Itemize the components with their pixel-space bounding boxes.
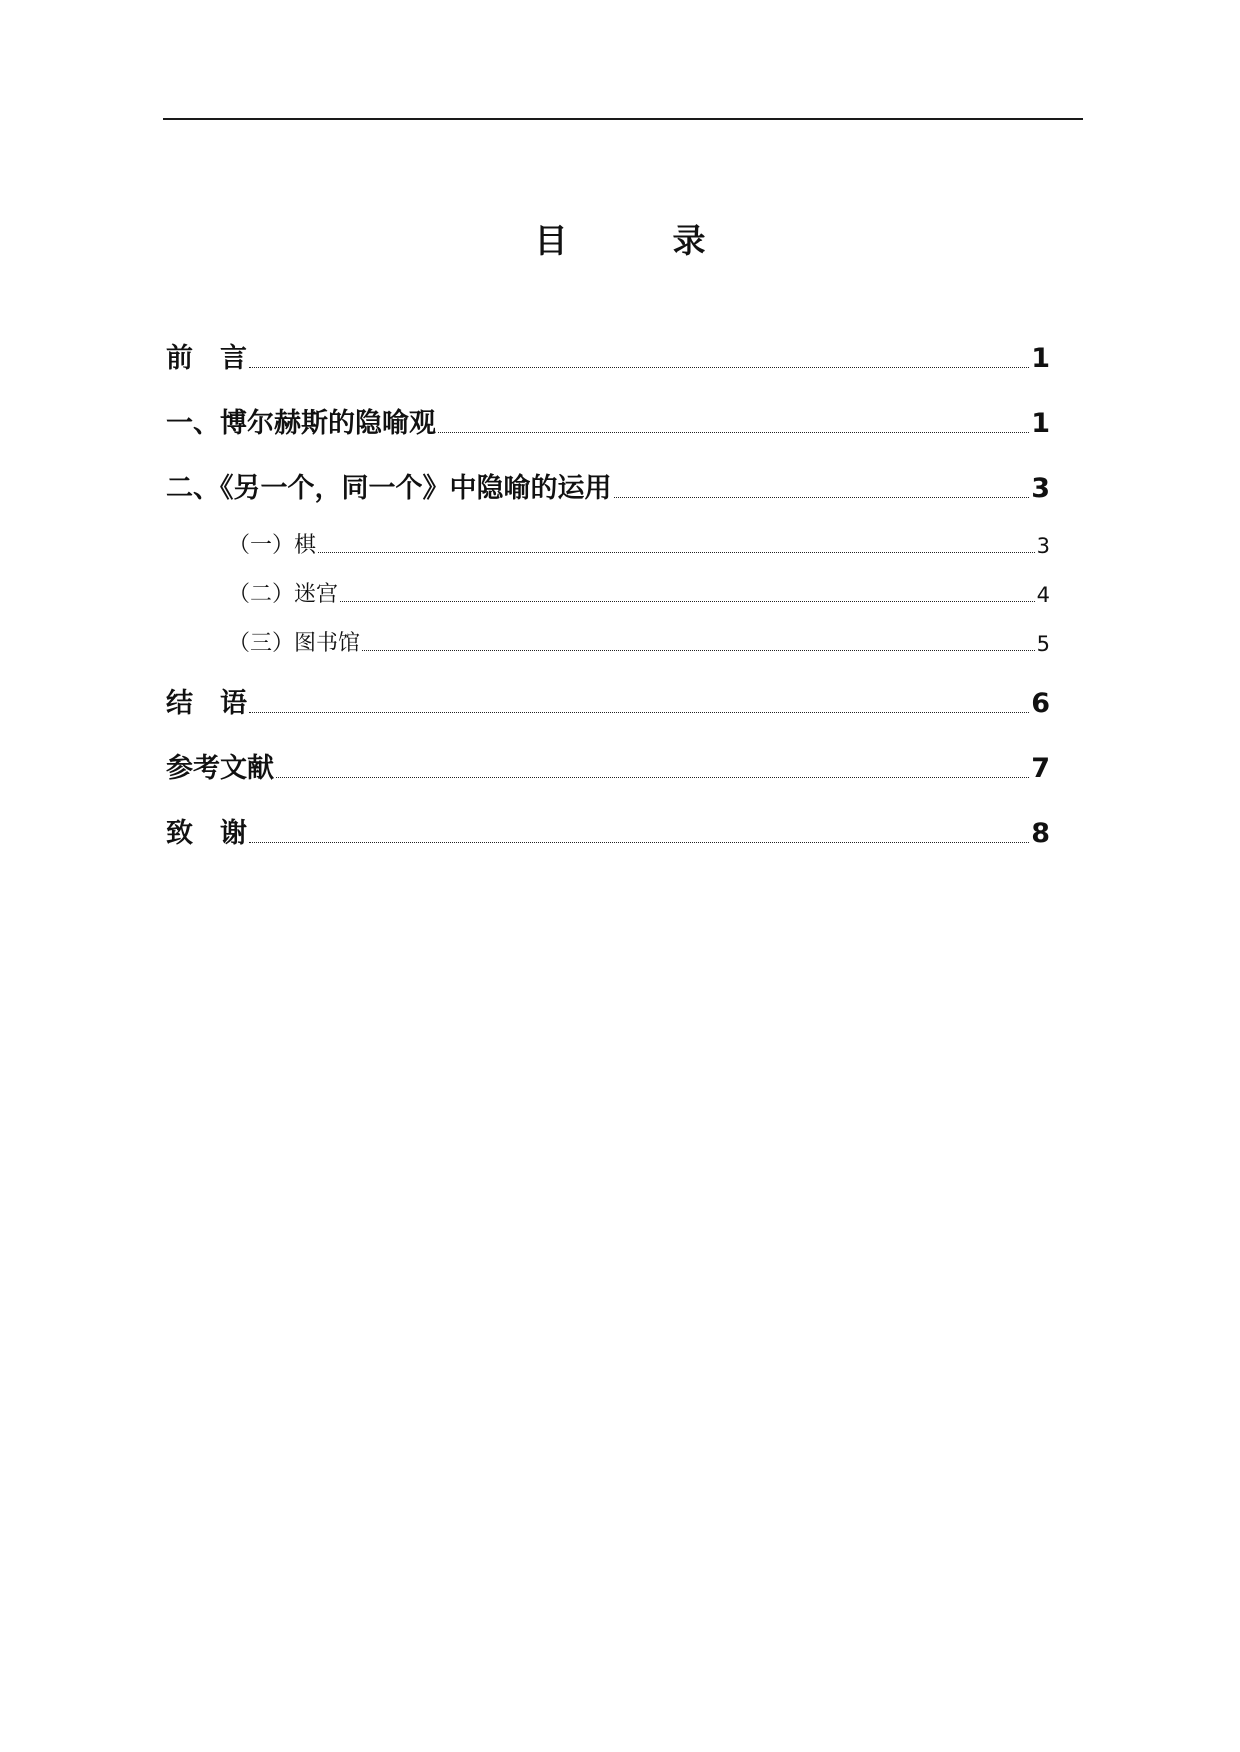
toc-entry-page: 4 [1036,583,1050,607]
toc-entry-label: （一）棋 [228,533,317,558]
toc-entry-page: 5 [1036,632,1050,656]
dot-leader [276,777,1029,778]
toc-entry-page: 1 [1031,343,1050,374]
dot-leader [614,497,1030,498]
dot-leader [249,712,1029,713]
header-rule [163,118,1083,120]
toc-entry-page: 6 [1031,688,1050,719]
toc-entry-preface[interactable] [166,332,1050,372]
toc-entry-chapter-1[interactable] [166,397,1050,437]
toc-entry-section-2-2[interactable] [228,572,1050,606]
toc-entry-label: 二、《另一个，同一个》中隐喻的运用 [166,473,612,504]
toc-entry-label: 致 谢 [166,818,247,849]
toc-entry-page: 3 [1031,473,1050,504]
dot-leader [318,552,1035,553]
toc-entry-label: 一、博尔赫斯的隐喻观 [166,408,436,439]
toc-entry-page: 8 [1031,818,1050,849]
toc-entry-page: 3 [1036,534,1050,558]
toc-entry-label: 结 语 [166,688,247,719]
toc-entry-page: 1 [1031,408,1050,439]
toc-entry-section-2-1[interactable] [228,523,1050,557]
dot-leader [362,650,1035,651]
toc-entry-label: 前 言 [166,343,247,374]
toc-entry-label: （二）迷宫 [228,582,339,607]
page-title: 目 录 [534,221,742,260]
dot-leader [340,601,1035,602]
dot-leader [249,367,1029,368]
toc-entry-acknowledgements[interactable] [166,807,1050,847]
toc-entry-label: 参考文献 [166,753,274,784]
toc-entry-references[interactable] [166,742,1050,782]
toc-entry-section-2-3[interactable] [228,621,1050,655]
toc-entry-label: （三）图书馆 [228,631,361,656]
toc-entry-chapter-2[interactable] [166,462,1050,502]
dot-leader [438,432,1029,433]
dot-leader [249,842,1029,843]
toc-entry-page: 7 [1031,753,1050,784]
toc-entry-conclusion[interactable] [166,677,1050,717]
